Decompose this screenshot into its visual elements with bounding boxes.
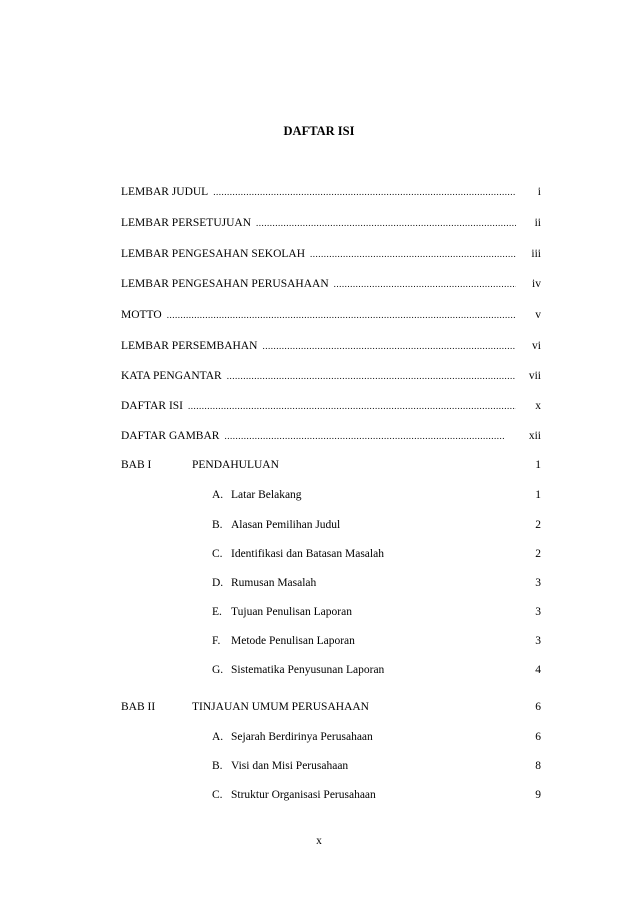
item-page: 3 <box>535 577 541 589</box>
dot-leader <box>256 218 516 228</box>
item-text: Latar Belakang <box>231 489 302 501</box>
item-letter: D. <box>212 577 224 589</box>
chapter-item <box>121 635 541 651</box>
chapter-title: PENDAHULUAN <box>192 459 279 471</box>
item-page: 8 <box>535 760 541 772</box>
toc-entry-page: vii <box>528 370 541 382</box>
chapter-item <box>121 548 541 564</box>
item-page: 1 <box>535 489 541 501</box>
toc-entry-page: xii <box>528 430 541 442</box>
item-letter: A. <box>212 731 224 743</box>
item-letter: G. <box>212 664 224 676</box>
page-title: DAFTAR ISI <box>283 124 355 138</box>
toc-entry-label: MOTTO <box>121 309 162 321</box>
chapter-page: 1 <box>535 459 541 471</box>
toc-entry-page: v <box>535 309 541 321</box>
chapter-heading <box>121 701 541 717</box>
item-letter: E. <box>212 606 222 618</box>
item-text: Tujuan Penulisan Laporan <box>231 606 352 618</box>
dot-leader <box>227 371 516 381</box>
dot-leader <box>224 431 505 441</box>
chapter-number: BAB I <box>121 459 152 471</box>
dot-leader <box>334 279 516 289</box>
dot-leader <box>213 187 516 197</box>
item-text: Metode Penulisan Laporan <box>231 635 355 647</box>
toc-entry <box>121 309 541 325</box>
toc-entry <box>121 248 541 264</box>
chapter-title: TINJAUAN UMUM PERUSAHAAN <box>192 701 369 713</box>
chapter-item <box>121 577 541 593</box>
toc-entry-label: DAFTAR ISI <box>121 400 184 412</box>
toc-entry-page: iii <box>531 248 541 260</box>
chapter-item <box>121 789 541 805</box>
item-page: 3 <box>535 635 541 647</box>
item-page: 9 <box>535 789 541 801</box>
chapter-item <box>121 489 541 505</box>
dot-leader <box>310 249 516 259</box>
item-text: Struktur Organisasi Perusahaan <box>231 789 376 801</box>
toc-entry-label: LEMBAR PERSEMBAHAN <box>121 340 258 352</box>
dot-leader <box>188 401 516 411</box>
chapter-number: BAB II <box>121 701 156 713</box>
toc-entry <box>121 186 541 202</box>
toc-entry <box>121 340 541 356</box>
toc-entry <box>121 400 541 416</box>
page-number: x <box>316 835 322 847</box>
item-letter: F. <box>212 635 221 647</box>
chapter-page: 6 <box>535 701 541 713</box>
toc-entry-label: DAFTAR GAMBAR <box>121 430 220 442</box>
item-letter: B. <box>212 760 223 772</box>
chapter-item <box>121 731 541 747</box>
chapter-item <box>121 760 541 776</box>
toc-entry <box>121 278 541 294</box>
toc-entry-page: i <box>537 186 541 198</box>
item-text: Sistematika Penyusunan Laporan <box>231 664 385 676</box>
chapter-heading <box>121 459 541 475</box>
item-text: Sejarah Berdirinya Perusahaan <box>231 731 373 743</box>
item-text: Visi dan Misi Perusahaan <box>231 760 349 772</box>
toc-entry-page: vi <box>532 340 541 352</box>
item-page: 2 <box>535 519 541 531</box>
item-page: 3 <box>535 606 541 618</box>
toc-entry-label: LEMBAR JUDUL <box>121 186 209 198</box>
toc-entry-label: LEMBAR PENGESAHAN PERUSAHAAN <box>121 278 329 290</box>
toc-entry-page: iv <box>532 278 541 290</box>
item-text: Identifikasi dan Batasan Masalah <box>231 548 384 560</box>
toc-entry <box>121 370 541 386</box>
chapter-item <box>121 519 541 535</box>
toc-entry-label: KATA PENGANTAR <box>121 370 222 382</box>
chapter-item <box>121 664 541 680</box>
toc-entry <box>121 430 541 446</box>
item-page: 6 <box>535 731 541 743</box>
toc-entry-page: ii <box>534 217 541 229</box>
item-letter: A. <box>212 489 224 501</box>
item-letter: C. <box>212 789 223 801</box>
toc-entry-label: LEMBAR PERSETUJUAN <box>121 217 252 229</box>
dot-leader <box>262 341 516 351</box>
dot-leader <box>167 310 516 320</box>
toc-entry-label: LEMBAR PENGESAHAN SEKOLAH <box>121 248 306 260</box>
item-page: 4 <box>535 664 541 676</box>
chapter-item <box>121 606 541 622</box>
item-letter: B. <box>212 519 223 531</box>
item-letter: C. <box>212 548 223 560</box>
item-page: 2 <box>535 548 541 560</box>
item-text: Alasan Pemilihan Judul <box>231 519 341 531</box>
toc-entry-page: x <box>535 400 541 412</box>
toc-entry <box>121 217 541 233</box>
item-text: Rumusan Masalah <box>231 577 317 589</box>
